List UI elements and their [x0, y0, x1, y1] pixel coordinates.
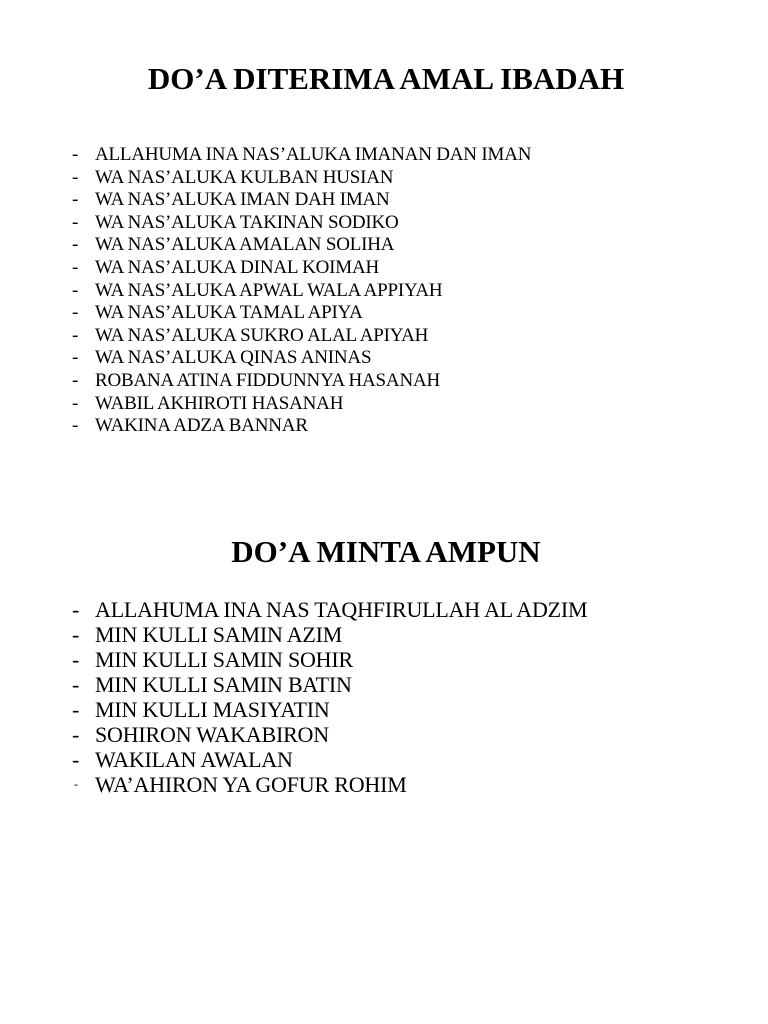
list-item-text: WA NAS’ALUKA KULBAN HUSIAN	[95, 166, 394, 188]
bullet-dash: -	[72, 279, 79, 301]
bullet-dash: -	[72, 697, 80, 722]
bullet-dash: -	[72, 672, 80, 697]
bullet-dash: -	[72, 647, 80, 672]
bullet-dash: -	[72, 369, 79, 391]
list-item-text: WA NAS’ALUKA TAMAL APIYA	[95, 302, 363, 324]
bullet-dash: -	[72, 324, 79, 346]
list-item-text: ROBANA ATINA FIDDUNNYA HASANAH	[95, 369, 441, 391]
bullet-dash: -	[72, 747, 80, 772]
bullet-dash: -	[72, 189, 79, 211]
bullet-dash: -	[72, 597, 80, 622]
list-item-text: WA NAS’ALUKA SUKRO ALAL APIYAH	[95, 324, 429, 346]
list-item-text: WA NAS’ALUKA APWAL WALA APPIYAH	[95, 279, 443, 301]
bullet-dash: -	[72, 211, 79, 233]
bullet-dash: -	[72, 144, 79, 165]
list-item-text: WA NAS’ALUKA AMALAN SOLIHA	[95, 234, 395, 256]
bullet-dash: -	[72, 622, 80, 647]
list-item-text: WA NAS’ALUKA QINAS ANINAS	[95, 347, 372, 369]
list-item-text: WA NAS’ALUKA TAKINAN SODIKO	[95, 211, 399, 233]
list-item-text: SOHIRON WAKABIRON	[95, 722, 329, 747]
list-item-text: WA NAS’ALUKA DINAL KOIMAH	[95, 256, 380, 278]
bullet-dash: -	[72, 256, 79, 278]
list-item-text: WABIL AKHIROTI HASANAH	[95, 392, 344, 414]
list-item-text: MIN KULLI SAMIN SOHIR	[95, 647, 353, 672]
section-title-minta-ampun: DO’A MINTA AMPUN	[231, 534, 541, 569]
bullet-dash: -	[74, 777, 78, 791]
bullet-dash: -	[72, 392, 79, 414]
list-item-text: WAKINA ADZA BANNAR	[95, 415, 308, 437]
list-item-text: WA NAS’ALUKA IMAN DAH IMAN	[95, 189, 390, 211]
list-item-text: MIN KULLI SAMIN AZIM	[95, 622, 343, 647]
list-item-text: ALLAHUMA INA NAS TAQHFIRULLAH AL ADZIM	[95, 597, 588, 622]
list-item-text: ALLAHUMA INA NAS’ALUKA IMANAN DAN IMAN	[95, 144, 532, 165]
list-item-text: WA’AHIRON YA GOFUR ROHIM	[95, 772, 407, 797]
bullet-dash: -	[72, 347, 79, 369]
bullet-dash: -	[72, 166, 79, 188]
list-item-text: MIN KULLI MASIYATIN	[95, 697, 330, 722]
bullet-dash: -	[72, 234, 79, 256]
bullet-dash: -	[72, 302, 79, 324]
bullet-dash: -	[72, 722, 80, 747]
list-item-text: MIN KULLI SAMIN BATIN	[95, 672, 352, 697]
section-title-diterima-amal-ibadah: DO’A DITERIMA AMAL IBADAH	[147, 61, 625, 96]
list-item-text: WAKILAN AWALAN	[95, 747, 293, 772]
bullet-dash: -	[72, 415, 79, 437]
